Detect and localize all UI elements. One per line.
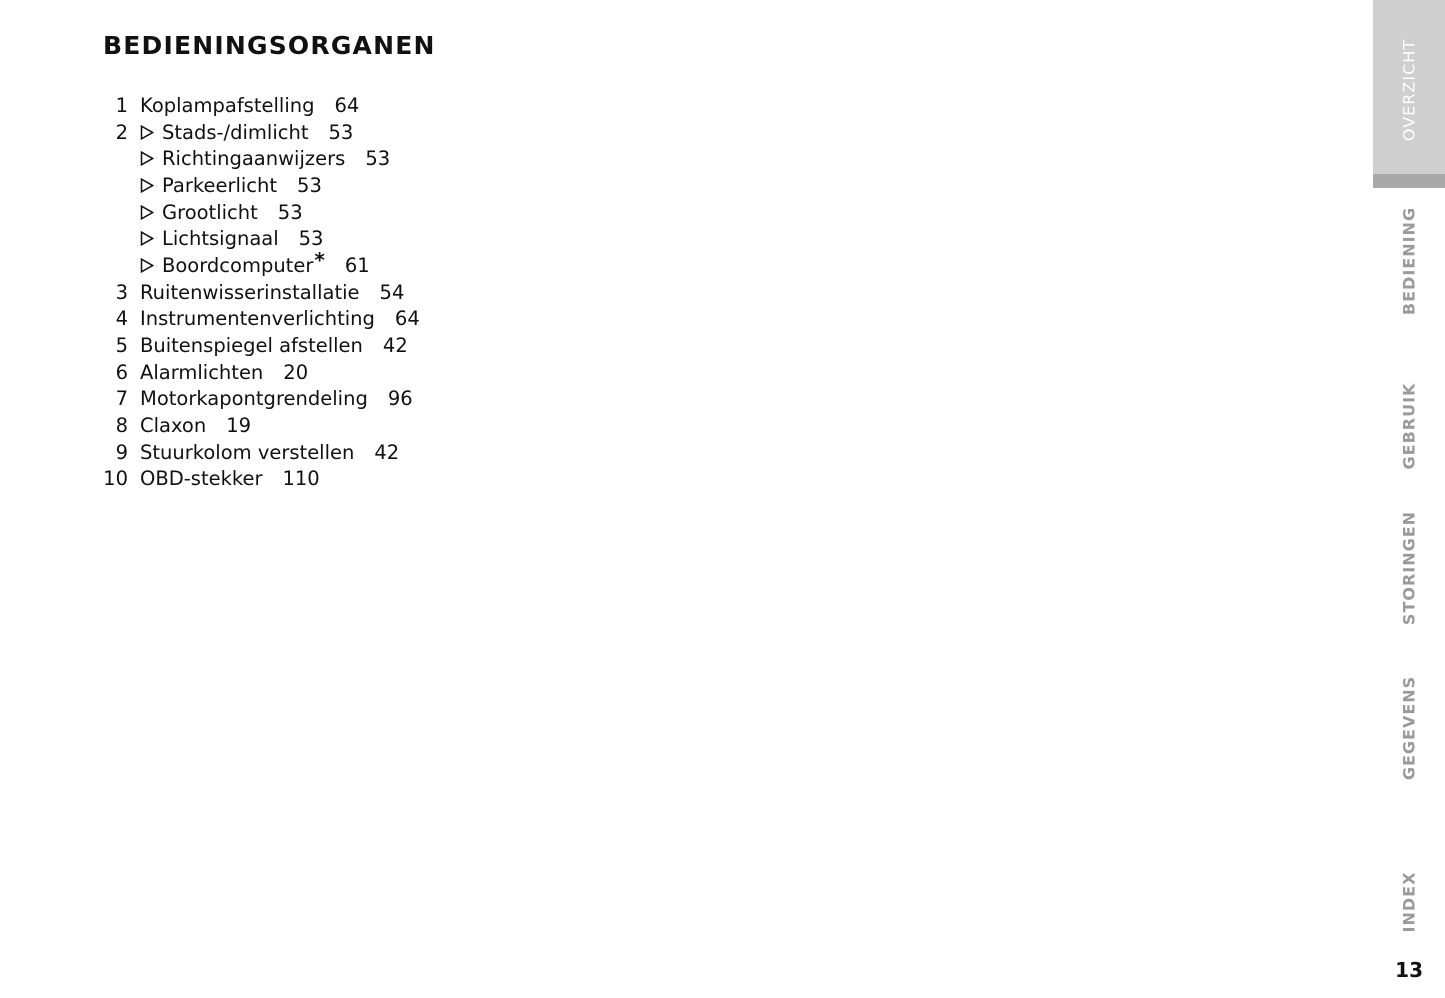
item-page-reference[interactable]: 42 [374,440,400,464]
triangle-right-outline-icon [140,178,162,193]
triangle-right-outline-icon [140,205,162,220]
item-page-reference[interactable]: 61 [344,253,370,277]
side-tab-label: BEDIENING [1399,206,1419,316]
item-label: Motorkapontgrendeling [140,387,368,411]
item-number: 1 [115,93,128,117]
list-item [100,92,420,119]
triangle-right-outline-icon [140,125,162,140]
item-page-reference[interactable]: 110 [282,467,320,491]
list-item [100,332,420,359]
item-label: Ruitenwisserinstallatie [140,280,360,304]
triangle-right-outline-icon [140,151,162,166]
item-number: 5 [115,334,128,358]
list-item [100,386,420,413]
item-label: Alarmlichten [140,360,264,384]
optional-equipment-asterisk: * [314,248,325,273]
item-label: Stuurkolom verstellen [140,440,355,464]
triangle-right-outline-icon [140,231,162,246]
list-item [100,172,420,199]
list-item [100,145,420,172]
side-tab-storingen[interactable] [1373,510,1445,626]
item-number: 2 [115,120,128,144]
page-number: 13 [1395,958,1423,982]
section-side-nav [1373,0,1445,998]
item-label: Instrumentenverlichting [140,307,375,331]
item-page-reference[interactable]: 19 [226,414,252,438]
item-list [100,92,420,492]
list-item [100,279,420,306]
item-page-reference[interactable]: 64 [334,93,360,117]
side-tab-bediening[interactable] [1373,205,1445,317]
side-tab-gebruik[interactable] [1373,380,1445,472]
item-page-reference[interactable]: 53 [328,120,354,144]
item-number: 4 [115,307,128,331]
list-item [100,225,420,252]
item-label: Richtingaanwijzers [162,147,346,171]
item-label: Claxon [140,414,207,438]
side-tab-overzicht[interactable] [1373,0,1445,188]
item-label: Grootlicht [162,200,258,224]
item-label: OBD-stekker [140,467,263,491]
side-tab-gegevens[interactable] [1373,676,1445,780]
list-item [100,359,420,386]
list-item [100,439,420,466]
side-tab-label: GEBRUIK [1399,382,1419,470]
item-page-reference[interactable]: 53 [277,200,303,224]
item-page-reference[interactable]: 53 [297,173,322,197]
item-label: Buitenspiegel afstellen [140,334,363,358]
page-title: BEDIENINGSORGANEN [103,31,436,60]
item-label: Lichtsignaal [162,227,279,251]
list-item [100,466,420,493]
item-page-reference[interactable]: 54 [379,280,405,304]
item-page-reference[interactable]: 42 [382,334,408,358]
item-label: Boordcomputer [162,253,314,277]
item-number: 10 [103,467,128,491]
list-item [100,119,420,146]
item-page-reference[interactable]: 53 [365,147,391,171]
triangle-right-outline-icon [140,258,162,273]
list-item [100,199,420,226]
side-tab-index[interactable] [1373,868,1445,936]
item-page-reference[interactable]: 64 [394,307,420,331]
item-number: 9 [115,440,128,464]
item-label: Stads-/dimlicht [162,120,309,144]
list-item [100,248,420,279]
item-number: 3 [115,280,128,304]
side-tab-label: OVERZICHT [1399,39,1419,142]
item-label: Parkeerlicht [162,173,278,197]
side-tab-label: GEGEVENS [1399,675,1419,781]
side-tab-label: STORINGEN [1399,510,1419,626]
list-item [100,306,420,333]
item-number: 7 [115,387,128,411]
item-number: 8 [115,414,128,438]
side-tab-label: INDEX [1399,871,1419,933]
item-page-reference[interactable]: 96 [387,387,413,411]
list-item [100,412,420,439]
item-page-reference[interactable]: 20 [283,360,309,384]
item-label: Koplampafstelling [140,93,315,117]
item-number: 6 [115,360,128,384]
item-page-reference[interactable]: 53 [298,227,324,251]
